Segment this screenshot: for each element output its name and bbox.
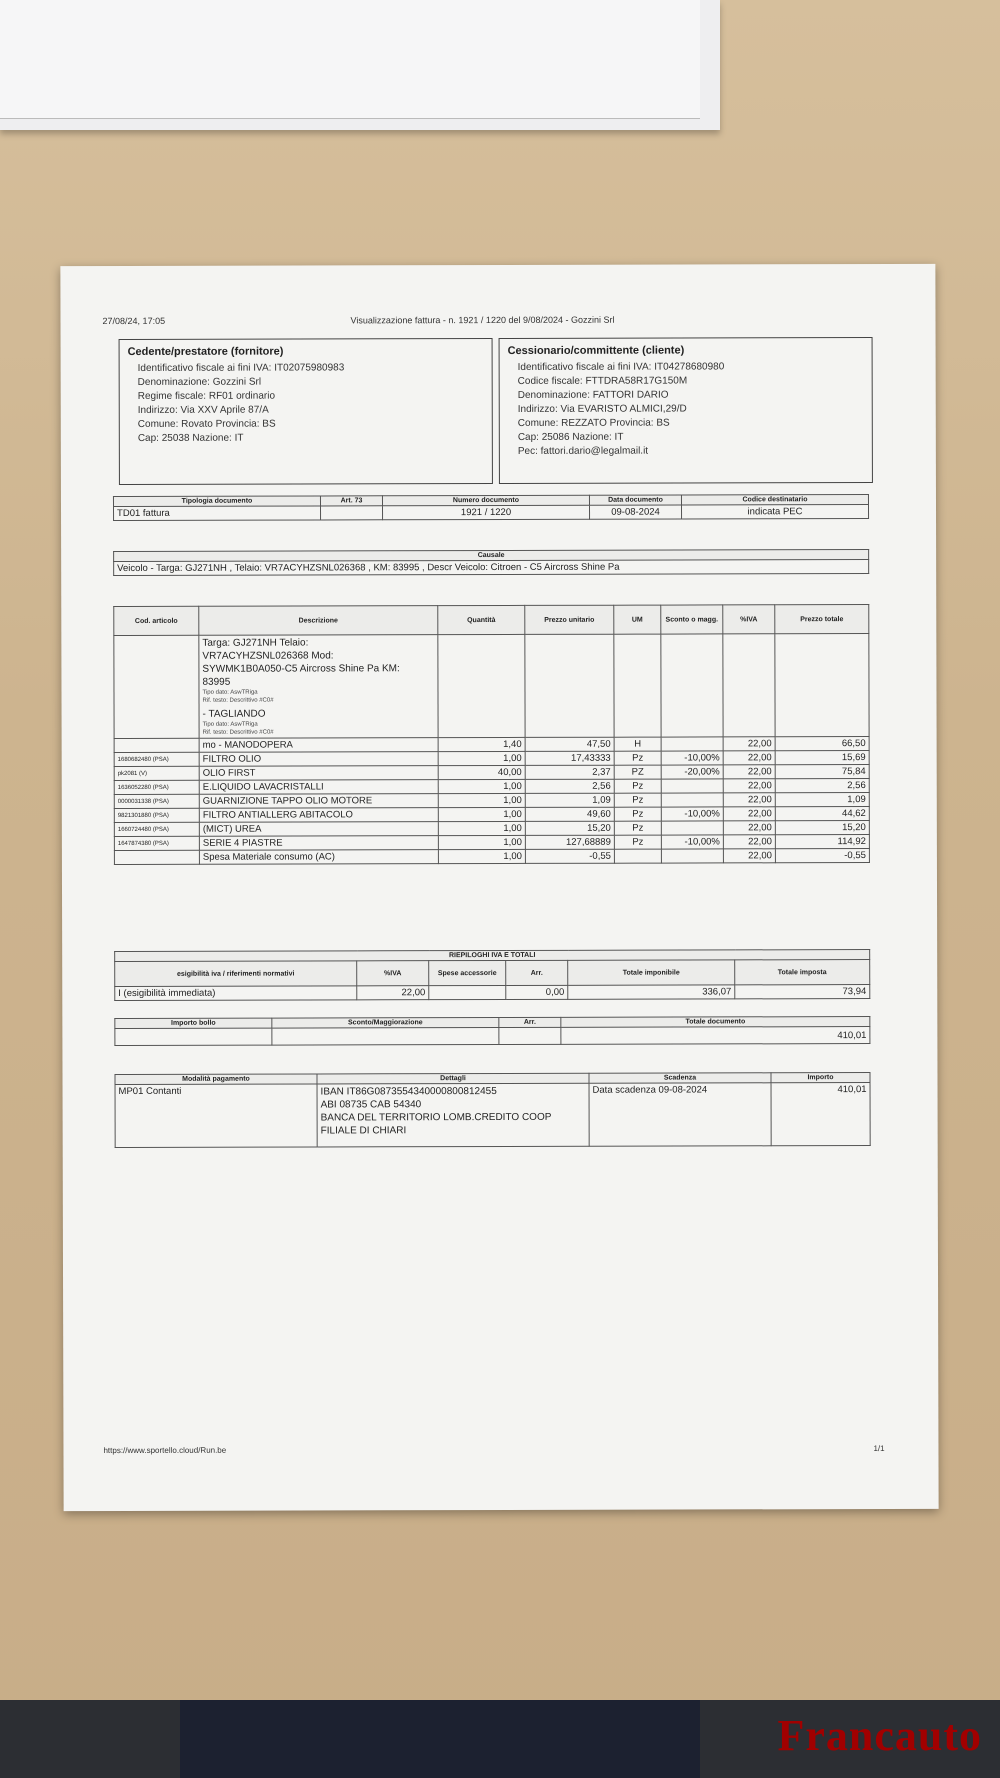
sconto-value [272, 1028, 499, 1046]
th-price: Prezzo unitario [525, 605, 614, 634]
item-desc: (MICT) UREA [199, 822, 438, 837]
doc-type: TD01 fattura [114, 506, 321, 521]
th-modalita: Modalità pagamento [115, 1074, 317, 1085]
cedente-line: Indirizzo: Via XXV Aprile 87/A [137, 404, 269, 416]
item-um: H [614, 737, 661, 751]
item-vat: 22,00 [723, 821, 775, 835]
item-total: -0,55 [775, 849, 869, 863]
item-vat: 22,00 [723, 737, 775, 751]
item-um: Pz [614, 821, 661, 835]
th-art73: Art. 73 [320, 496, 382, 506]
item-disc [661, 793, 723, 807]
item-code [114, 738, 199, 752]
item-disc [661, 737, 723, 751]
item-total: 66,50 [775, 737, 869, 751]
th-causale: Causale [114, 550, 869, 562]
th-desc: Descrizione [199, 606, 438, 636]
intro-small: Tipo dato: AswTRiga [202, 721, 258, 728]
item-disc [661, 821, 723, 835]
cessionario-line: Codice fiscale: FTTDRA58R17G150M [517, 375, 688, 387]
cessionario-line: Denominazione: FATTORI DARIO [517, 389, 669, 401]
cedente-line: Comune: Rovato Provincia: BS [137, 418, 276, 430]
item-code: 0000031338 (PSA) [114, 794, 199, 808]
item-qty: 1,00 [438, 821, 525, 835]
th-tipologia: Tipologia documento [113, 496, 320, 507]
item-desc: OLIO FIRST [199, 766, 438, 781]
floor-object [180, 1700, 700, 1778]
intro-line: SYWMK1B0A050-C5 Aircross Shine Pa KM: [202, 663, 400, 675]
item-disc: -20,00% [661, 765, 723, 779]
totals-table [114, 1016, 870, 1046]
item-desc: E.LIQUIDO LAVACRISTALLI [199, 780, 438, 795]
item-price: 1,09 [525, 793, 614, 807]
th-vat: %IVA [723, 605, 775, 634]
item-disc: -10,00% [661, 835, 723, 849]
item-disc [661, 779, 723, 793]
item-total: 44,62 [775, 807, 869, 821]
vat-summary-table [114, 949, 870, 1001]
sum-esigibilita: I (esigibilità immediata) [115, 986, 357, 1001]
item-code: pk2081 (V) [114, 766, 199, 780]
item-um: PZ [614, 765, 661, 779]
item-vat: 22,00 [723, 807, 775, 821]
item-disc [661, 849, 723, 863]
item-um: Pz [614, 793, 661, 807]
payment-detail: FILIALE DI CHIARI [320, 1125, 407, 1137]
item-vat: 22,00 [723, 765, 775, 779]
arr2-value [499, 1027, 561, 1044]
doc-art73 [321, 506, 383, 520]
cessionario-line: Identificativo fiscale ai fini IVA: IT04278680980 [517, 361, 725, 373]
item-total: 15,69 [775, 751, 869, 765]
item-price: 49,60 [525, 807, 614, 821]
watermark-logo: Francauto [777, 1711, 982, 1760]
item-qty: 1,00 [438, 807, 525, 821]
item-vat: 22,00 [723, 849, 775, 863]
th-sum-vat: %IVA [357, 961, 429, 986]
cessionario-line: Cap: 25086 Nazione: IT [517, 431, 624, 443]
th-data: Data documento [589, 495, 681, 505]
item-code: 1680682480 (PSA) [114, 752, 199, 766]
payment-table [114, 1072, 870, 1148]
th-numero: Numero documento [382, 495, 589, 506]
item-total: 15,20 [775, 821, 869, 835]
item-price: 47,50 [525, 737, 614, 751]
totale-documento: 410,01 [561, 1027, 870, 1045]
doc-date: 09-08-2024 [589, 505, 681, 519]
item-code: 1647874380 (PSA) [114, 836, 199, 850]
payment-mode: MP01 Contanti [115, 1084, 317, 1148]
item-desc: FILTRO ANTIALLERG ABITACOLO [199, 808, 438, 823]
item-desc: GUARNIZIONE TAPPO OLIO MOTORE [199, 794, 438, 809]
cedente-line: Identificativo fiscale ai fini IVA: IT02075980983 [137, 362, 345, 374]
item-um: Pz [614, 807, 661, 821]
item-code [114, 850, 199, 864]
item-price: 2,37 [525, 765, 614, 779]
item-um: Pz [614, 751, 661, 765]
invoice-sheet [60, 264, 938, 1511]
cedente-title: Cedente/prestatore (fornitore) [127, 345, 284, 358]
item-desc: Spesa Materiale consumo (AC) [199, 850, 438, 865]
th-esigibilita: esigibilità iva / riferimenti normativi [115, 961, 357, 987]
item-um [614, 849, 661, 863]
cedente-line: Cap: 25038 Nazione: IT [137, 432, 244, 444]
footer-url: https://www.sportello.cloud/Run.be [103, 1445, 227, 1456]
doc-number: 1921 / 1220 [383, 505, 590, 520]
cedente-line: Regime fiscale: RF01 ordinario [137, 390, 276, 402]
th-importo: Importo [771, 1073, 870, 1083]
item-price: -0,55 [525, 849, 614, 863]
th-arr: Arr. [506, 960, 568, 985]
item-price: 15,20 [525, 821, 614, 835]
item-qty: 40,00 [438, 765, 525, 779]
item-desc: SERIE 4 PIASTRE [199, 836, 438, 851]
sum-imposta: 73,94 [735, 985, 870, 999]
item-qty: 1,00 [438, 793, 525, 807]
th-codice-dest: Codice destinatario [681, 495, 868, 505]
th-um: UM [614, 605, 661, 634]
payment-amount: 410,01 [771, 1083, 870, 1146]
cessionario-line: Comune: REZZATO Provincia: BS [517, 417, 670, 429]
intro-line: Targa: GJ271NH Telaio: [202, 637, 309, 649]
item-desc: mo - MANODOPERA [199, 738, 438, 753]
sum-vat: 22,00 [357, 986, 429, 1000]
payment-due: Data scadenza 09-08-2024 [589, 1083, 771, 1146]
th-dettagli: Dettagli [317, 1073, 589, 1084]
th-imponibile: Totale imponibile [568, 960, 735, 985]
item-code: 1660724480 (PSA) [114, 822, 199, 836]
intro-small: Rif. testo: Descrittivo #C0# [202, 697, 274, 704]
th-qty: Quantità [438, 605, 525, 634]
item-price: 127,68889 [525, 835, 614, 849]
item-qty: 1,00 [438, 779, 525, 793]
document-info-table [113, 494, 869, 521]
item-intro-row [114, 634, 869, 739]
intro-line: 83995 [202, 676, 231, 688]
item-qty: 1,00 [438, 751, 525, 765]
th-disc: Sconto o magg. [661, 605, 723, 634]
item-price: 17,43333 [525, 751, 614, 765]
th-sconto: Sconto/Maggiorazione [272, 1018, 499, 1029]
intro-section: - TAGLIANDO [202, 708, 266, 720]
item-vat: 22,00 [723, 779, 775, 793]
item-desc: FILTRO OLIO [199, 752, 438, 767]
payment-detail: ABI 08735 CAB 54340 [320, 1099, 422, 1111]
item-total: 2,56 [775, 779, 869, 793]
invoice-title: Visualizzazione fattura - n. 1921 / 1220 del 9/08/2024 - Gozzini Srl [350, 314, 615, 326]
item-row [114, 849, 869, 865]
th-arr2: Arr. [499, 1017, 561, 1027]
item-vat: 22,00 [723, 835, 775, 849]
print-datetime: 27/08/24, 17:05 [102, 315, 166, 327]
th-riepilogo: RIEPILOGHI IVA E TOTALI [115, 950, 870, 962]
th-scadenza: Scadenza [589, 1073, 771, 1083]
item-qty: 1,00 [438, 849, 525, 863]
cessionario-line: Pec: fattori.dario@legalmail.it [517, 445, 649, 457]
item-code: 9821301880 (PSA) [114, 808, 199, 822]
cessionario-title: Cessionario/committente (cliente) [507, 344, 685, 357]
causale-table [113, 549, 869, 576]
sum-arr: 0,00 [506, 985, 568, 999]
footer-page: 1/1 [873, 1443, 885, 1454]
item-total: 75,84 [775, 765, 869, 779]
item-um: Pz [614, 835, 661, 849]
payment-detail: BANCA DEL TERRITORIO LOMB.CREDITO COOP [320, 1111, 552, 1124]
item-vat: 22,00 [723, 751, 775, 765]
intro-line: VR7ACYHZSNL026368 Mod: [202, 650, 334, 662]
intro-small: Tipo dato: AswTRiga [202, 689, 258, 696]
item-disc: -10,00% [661, 807, 723, 821]
th-bollo: Importo bollo [115, 1018, 272, 1028]
sum-imponibile: 336,07 [568, 985, 735, 999]
intro-small: Rif. testo: Descrittivo #C0# [202, 729, 274, 736]
th-total: Prezzo totale [775, 605, 869, 634]
item-code: 1636052280 (PSA) [114, 780, 199, 794]
payment-detail: IBAN IT86G0873554340000800812455 [320, 1086, 497, 1098]
doc-dest-code: indicata PEC [681, 505, 868, 519]
item-disc: -10,00% [661, 751, 723, 765]
item-qty: 1,00 [438, 835, 525, 849]
item-qty: 1,40 [438, 737, 525, 751]
cedente-box [119, 338, 493, 485]
cessionario-box [499, 337, 873, 484]
th-totale-doc: Totale documento [561, 1017, 870, 1028]
items-table [113, 604, 870, 865]
item-total: 1,09 [775, 793, 869, 807]
item-vat: 22,00 [723, 793, 775, 807]
item-total: 114,92 [775, 835, 869, 849]
item-price: 2,56 [525, 779, 614, 793]
cessionario-line: Indirizzo: Via EVARISTO ALMICI,29/D [517, 403, 687, 415]
bollo-value [115, 1028, 272, 1045]
causale-text: Veicolo - Targa: GJ271NH , Telaio: VR7ACYHZSNL026368 , KM: 83995 , Descr Veicolo: Citroen - C5 Aircross Shine Pa [114, 560, 869, 576]
item-um: Pz [614, 779, 661, 793]
sum-spese [429, 985, 506, 999]
th-cod: Cod. articolo [114, 606, 199, 635]
th-spese: Spese accessorie [429, 960, 506, 985]
th-imposta: Totale imposta [735, 960, 870, 985]
background-paper-top [0, 0, 700, 119]
cedente-line: Denominazione: Gozzini Srl [137, 376, 262, 388]
